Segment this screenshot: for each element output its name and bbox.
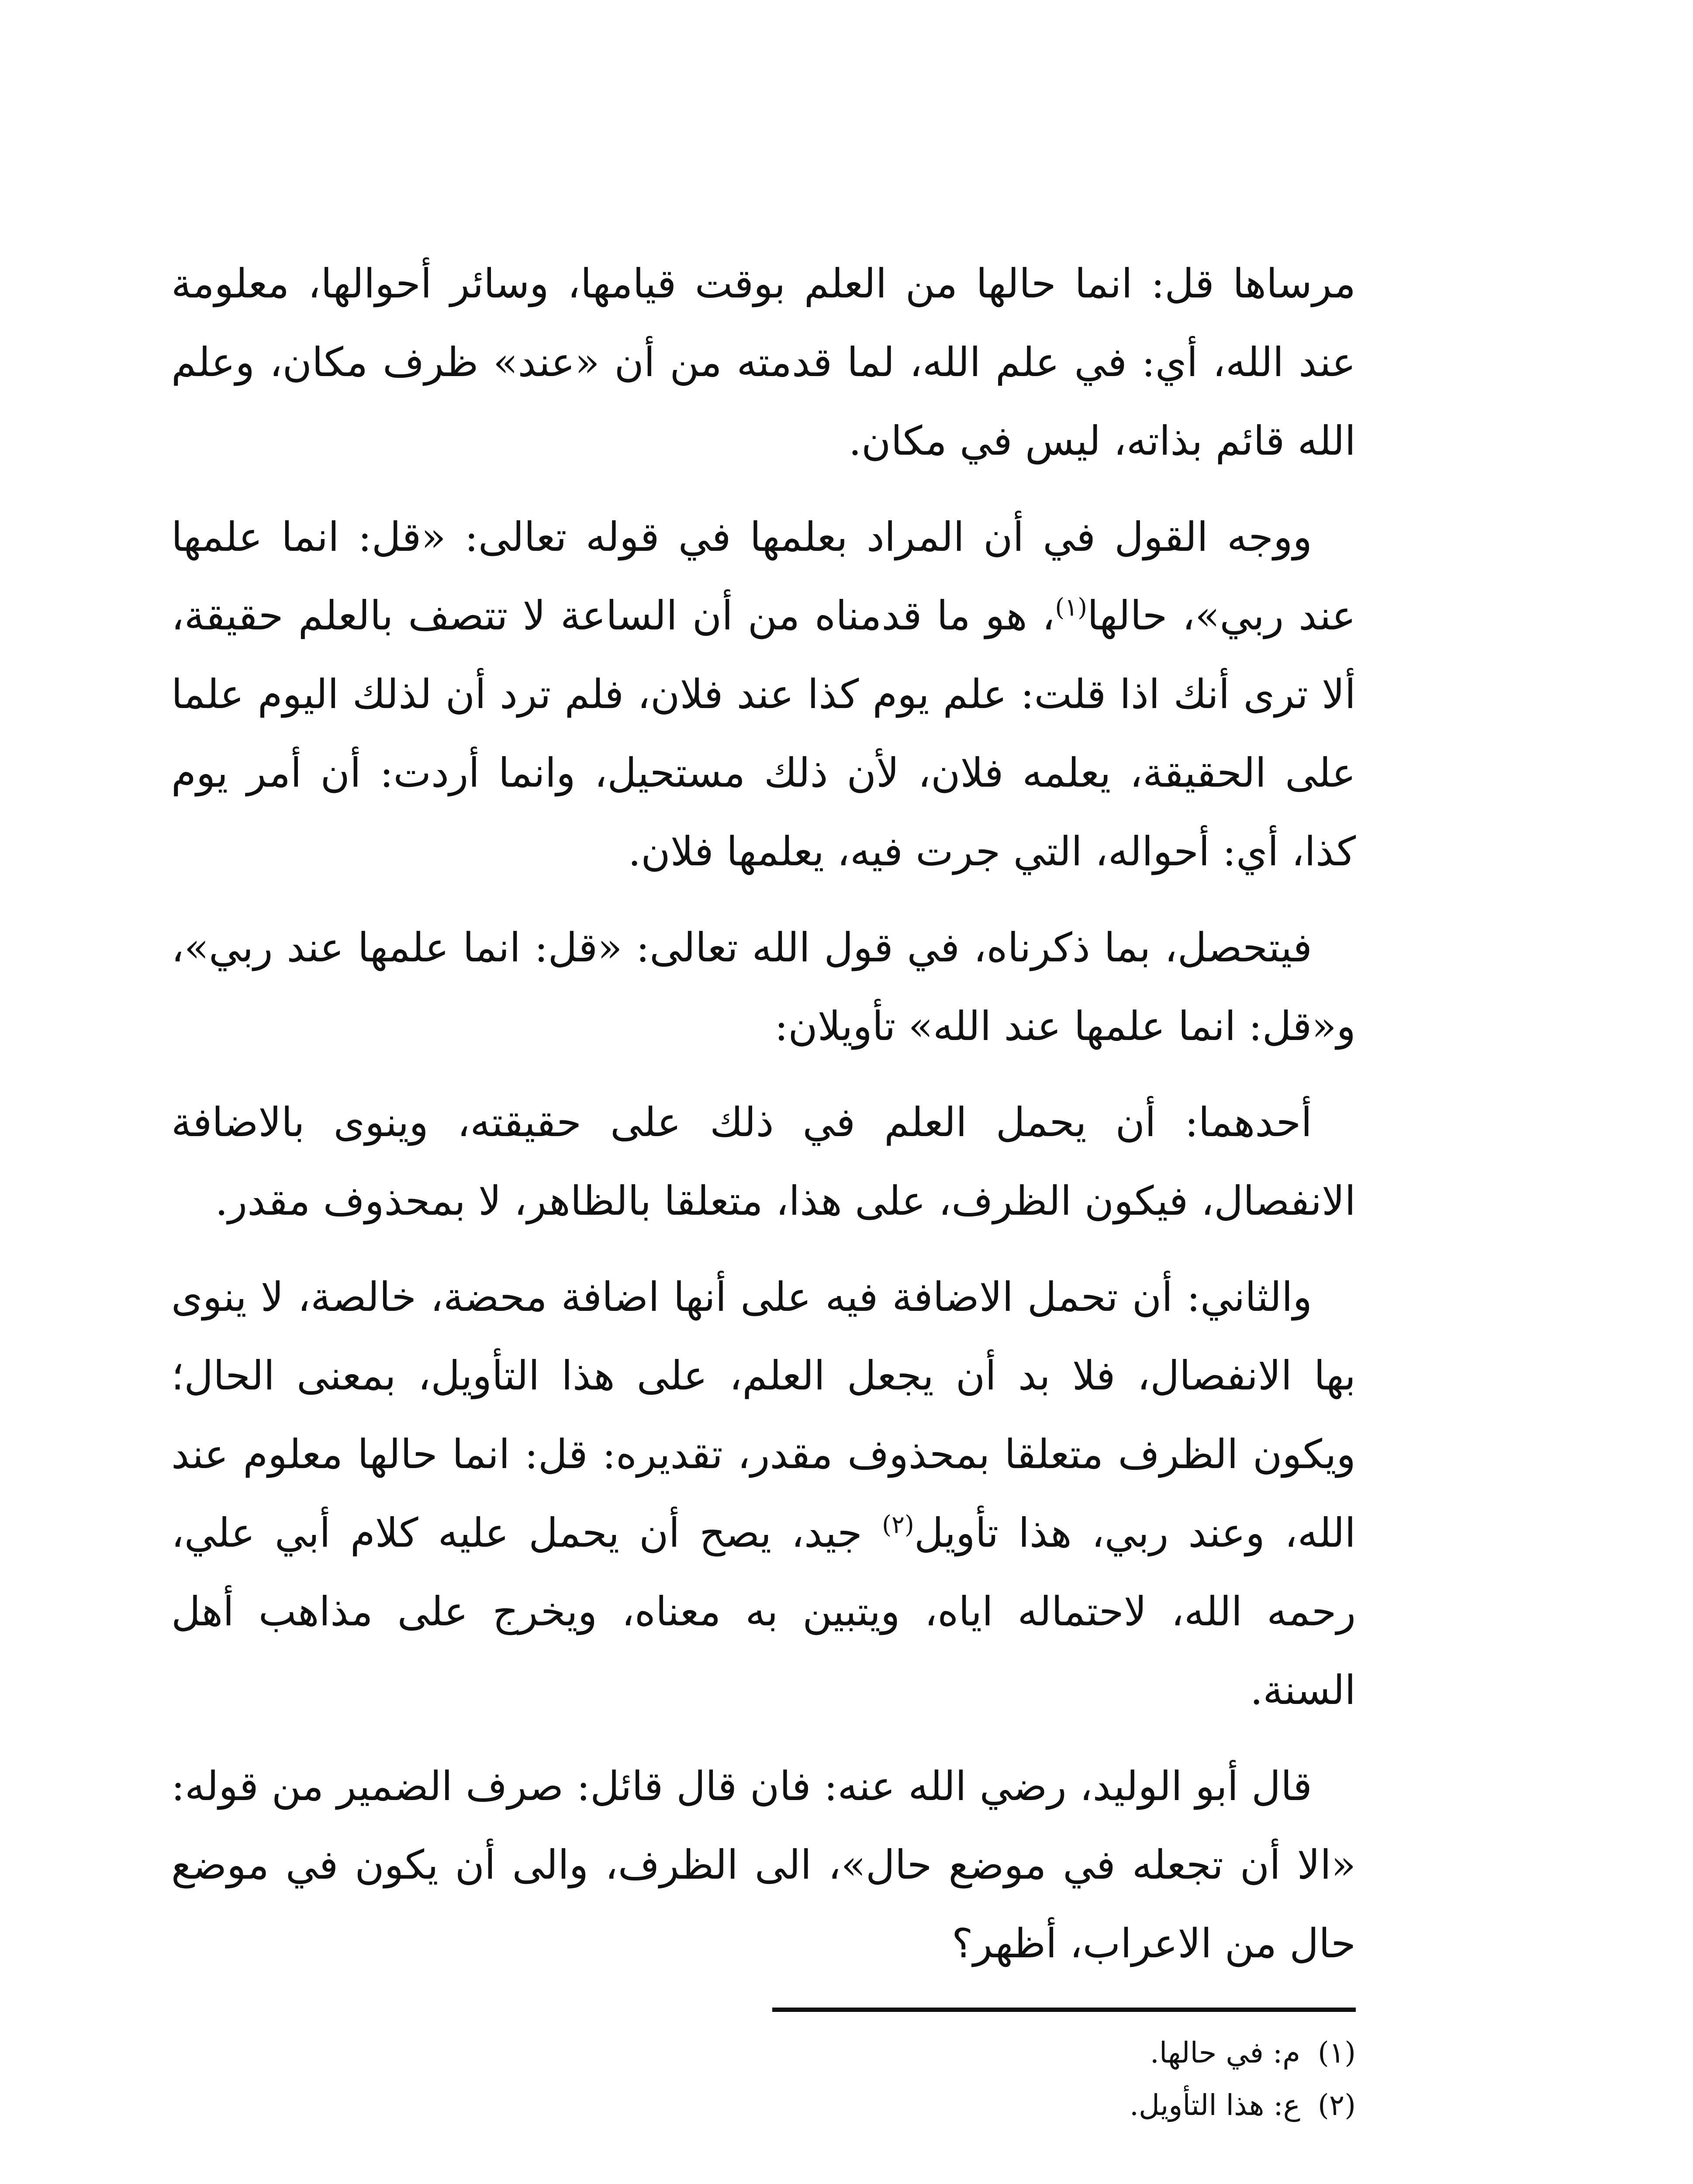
footnote-1-marker: (١) — [1318, 2036, 1356, 2070]
paragraph-2-part-1: ووجه القول في أن المراد بعلمها في قوله تعالى: «قل: انما علمها عند ربي»، حالها — [171, 514, 1356, 639]
paragraph-1: مرساها قل: انما حالها من العلم بوقت قيامها، وسائر أحوالها، معلومة عند الله، أي: في علم الله، لما قدمته من أن «عند» ظرف مكان، وعلم الله قائم بذاته، ليس في مكان. — [171, 260, 1356, 464]
footnote-2-text: ع: هذا التأويل. — [1130, 2088, 1301, 2122]
footnote-ref-2: (٢) — [882, 1510, 914, 1539]
paragraph-2-part-2: ، هو ما قدمناه من أن الساعة لا تتصف بالعلم حقيقة، ألا ترى أنك اذا قلت: علم يوم كذا عند فلان، فلم ترد أن لذلك اليوم علما على الحقيقة، يعلمه فلان، لأن ذلك مستحيل، وانما أردت: أن أمر يوم كذا، أي: أحواله، التي جرت فيه، يعلمها فلان. — [171, 592, 1356, 875]
footnote-ref-1: (١) — [1055, 593, 1088, 622]
footnote-divider — [772, 2008, 1356, 2012]
paragraph-4: أحدهما: أن يحمل العلم في ذلك على حقيقته، وينوى بالاضافة الانفصال، فيكون الظرف، على هذا، متعلقا بالظاهر، لا بمحذوف مقدر. — [171, 1099, 1356, 1224]
footnote-1 — [772, 2027, 1356, 2079]
footnote-2 — [772, 2079, 1356, 2132]
paragraph-5-part-2: جيد، يصح أن يحمل عليه كلام أبي علي، رحمه الله، لاحتماله اياه، ويتبين به معناه، ويخرج على مذاهب أهل السنة. — [171, 1510, 1356, 1714]
paragraph-6: قال أبو الوليد، رضي الله عنه: فان قال قائل: صرف الضمير من قوله: «الا أن تجعله في موضع حال»، الى الظرف، والى أن يكون في موضع حال من الاعراب، أظهر؟ — [171, 1763, 1356, 1967]
footnote-2-marker: (٢) — [1318, 2088, 1356, 2122]
footnote-1-text: م: في حالها. — [1150, 2036, 1301, 2070]
main-text — [171, 245, 1356, 2001]
paragraph-5 — [171, 1258, 1356, 1730]
paragraph-5-part-1: والثاني: أن تحمل الاضافة فيه على أنها اضافة محضة، خالصة، لا ينوى بها الانفصال، فلا بد أن يجعل العلم، على هذا التأويل، بمعنى الحال؛ ويكون الظرف متعلقا بمحذوف مقدر، تقديره: قل: انما حالها معلوم عند الله، وعند ربي، هذا تأويل — [171, 1274, 1356, 1556]
paragraph-3: فيتحصل، بما ذكرناه، في قول الله تعالى: «قل: انما علمها عند ربي»، و«قل: انما علمها عند الله» تأويلان: — [171, 924, 1356, 1050]
footnotes — [772, 2027, 1356, 2132]
paragraph-2 — [171, 498, 1356, 891]
